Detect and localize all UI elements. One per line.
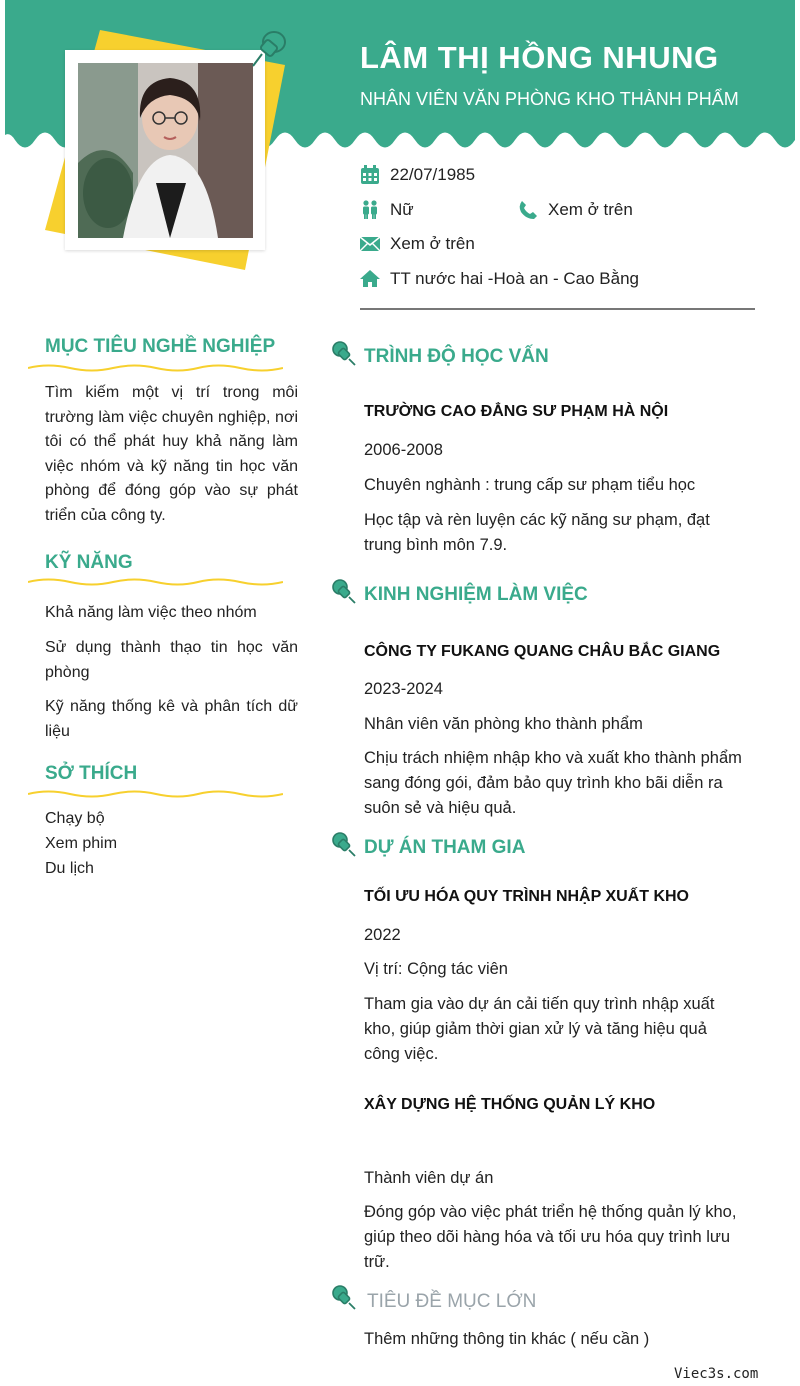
education-detail: Học tập và rèn luyện các kỹ năng sư phạm, đạt trung bình môn 7.9. <box>364 511 710 554</box>
project-name: XÂY DỰNG HỆ THỐNG QUẢN LÝ KHO <box>364 1096 656 1113</box>
skill-item: Kỹ năng thống kê và phân tích dữ liệu <box>45 698 298 740</box>
extra-section-title: TIÊU ĐỀ MỤC LỚN <box>367 1291 537 1312</box>
home-icon <box>360 269 380 289</box>
objective-text: Tìm kiếm một vị trí trong môi trường làm việc chuyên nghiệp, nơi tôi có thể phát huy khả năng làm việc nhóm và kỹ năng tin học văn phòng để đóng góp vào sự phát triển của công ty. <box>45 384 298 524</box>
hobby-item: Du lịch <box>45 860 94 877</box>
education-major: Chuyên nghành : trung cấp sư phạm tiểu học <box>364 476 696 494</box>
calendar-icon <box>360 165 380 185</box>
project-detail: Tham gia vào dự án cải tiến quy trình nhập xuất kho, giúp giảm thời gian xử lý và tăng hiệu quả công việc. <box>364 995 715 1063</box>
candidate-name: LÂM THỊ HỒNG NHUNG <box>360 40 719 75</box>
education-period: 2006-2008 <box>364 441 443 459</box>
header-divider <box>360 308 755 310</box>
objective-wave-underline <box>28 362 283 374</box>
skills-title: KỸ NĂNG <box>45 552 133 573</box>
envelope-icon <box>360 234 380 254</box>
experience-position: Nhân viên văn phòng kho thành phẩm <box>364 715 643 733</box>
birthday-row <box>360 165 475 185</box>
pushpin-icon <box>330 1284 356 1310</box>
experience-period: 2023-2024 <box>364 680 443 698</box>
extra-text: Thêm những thông tin khác ( nếu cần ) <box>364 1330 650 1348</box>
project-detail: Đóng góp vào việc phát triển hệ thống quản lý kho, giúp theo dõi hàng hóa và tối ưu hóa quy trình lưu trữ. <box>364 1203 737 1271</box>
hobby-item: Xem phim <box>45 835 118 852</box>
hobbies-wave-underline <box>28 788 283 800</box>
objective-title: MỤC TIÊU NGHỀ NGHIỆP <box>45 336 276 357</box>
project-year: 2022 <box>364 926 401 944</box>
education-title: TRÌNH ĐỘ HỌC VẤN <box>364 346 549 367</box>
school-name: TRƯỜNG CAO ĐẲNG SƯ PHẠM HÀ NỘI <box>364 403 669 420</box>
project-role: Thành viên dự án <box>364 1169 494 1187</box>
pushpin-icon <box>250 28 290 70</box>
avatar <box>78 63 253 238</box>
people-icon <box>360 200 380 220</box>
hobbies-title: SỞ THÍCH <box>45 763 138 784</box>
project-name: TỐI ƯU HÓA QUY TRÌNH NHẬP XUẤT KHO <box>364 888 689 905</box>
skills-wave-underline <box>28 576 283 588</box>
gender-row <box>360 200 414 220</box>
pushpin-icon <box>330 578 356 604</box>
experience-detail: Chịu trách nhiệm nhập kho và xuất kho thành phẩm sang đóng gói, đảm bảo quy trình kho bãi diễn ra suôn sẻ và hiệu quả. <box>364 749 742 817</box>
birthday-value: 22/07/1985 <box>390 165 476 184</box>
company-name: CÔNG TY FUKANG QUANG CHÂU BẮC GIANG <box>364 643 721 660</box>
photo-card <box>65 50 265 250</box>
experience-title: KINH NGHIỆM LÀM VIỆC <box>364 584 588 605</box>
job-title: NHÂN VIÊN VĂN PHÒNG KHO THÀNH PHẨM <box>360 89 739 109</box>
email-value: Xem ở trên <box>390 234 475 253</box>
phone-icon <box>518 200 538 220</box>
address-row <box>360 269 639 289</box>
phone-value: Xem ở trên <box>548 200 633 219</box>
project-role: Vị trí: Cộng tác viên <box>364 960 508 978</box>
pushpin-icon <box>330 340 356 366</box>
watermark: Viec3s.com <box>674 1366 759 1382</box>
skill-item: Khả năng làm việc theo nhóm <box>45 604 257 621</box>
phone-row <box>518 200 633 220</box>
pushpin-icon <box>330 831 356 857</box>
skill-item: Sử dụng thành thạo tin học văn phòng <box>45 639 298 681</box>
email-row <box>360 234 475 254</box>
hobby-item: Chạy bộ <box>45 810 105 827</box>
gender-value: Nữ <box>390 200 414 219</box>
address-value: TT nước hai -Hoà an - Cao Bằng <box>390 269 639 288</box>
projects-title: DỰ ÁN THAM GIA <box>364 837 526 858</box>
